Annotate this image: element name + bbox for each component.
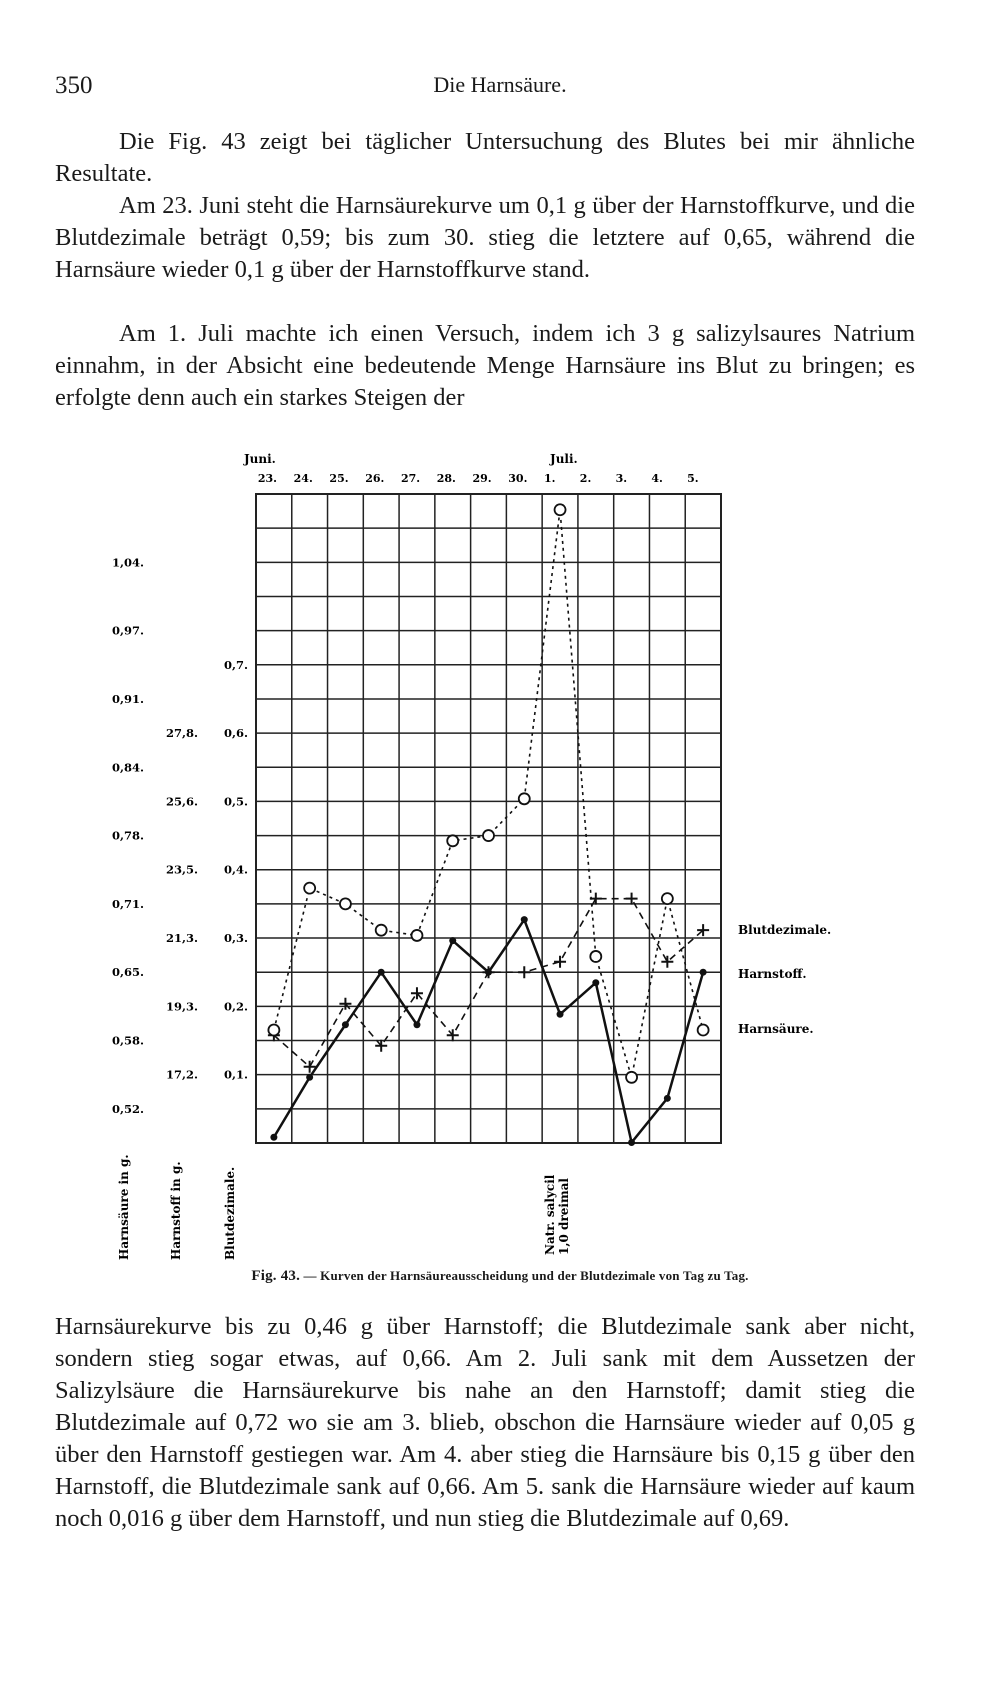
day-tick-label: 29. xyxy=(472,472,492,485)
day-tick-label: 28. xyxy=(436,472,456,485)
month-label-juli: Juli. xyxy=(550,452,578,466)
day-tick-label: 1. xyxy=(544,472,556,485)
y-tick-label: 23,5. xyxy=(165,862,199,877)
y-tick-label: 27,8. xyxy=(165,726,199,741)
series-line-2 xyxy=(274,510,703,1078)
y-axis-title: Harnsäure in g. xyxy=(117,1154,131,1260)
y-tick-label: 0,58. xyxy=(111,1033,145,1048)
harnstoff-point xyxy=(700,969,707,976)
harnstoff-point xyxy=(413,1021,420,1028)
day-tick-label: 24. xyxy=(293,472,313,485)
day-tick-label: 23. xyxy=(257,472,278,485)
paragraph-3: Am 1. Juli machte ich einen Versuch, indem ich 3 g salizylsaures Natrium einnahm, in der Absicht eine bedeutende Menge Harnsäure ins Blut zu bringen; es erfolgte denn auch ein starkes Steigen der xyxy=(55,320,915,411)
month-label-juni: Juni. xyxy=(244,452,276,466)
harnstoff-point xyxy=(342,1021,349,1028)
harnstoff-point xyxy=(449,937,456,944)
y-tick-label: 0,65. xyxy=(111,965,145,980)
harnstoff-point xyxy=(664,1095,671,1102)
y-axis-title: Harnstoff in g. xyxy=(169,1161,183,1260)
y-tick-label: 0,5. xyxy=(223,794,249,809)
y-axis-title: Blutdezimale. xyxy=(223,1166,237,1260)
harnsaeure-point xyxy=(340,898,351,909)
y-tick-label: 0,78. xyxy=(111,828,145,843)
y-tick-label: 0,97. xyxy=(111,623,145,638)
caption-text: — Kurven der Harnsäureausscheidung und der Blutdezimale von Tag zu Tag. xyxy=(303,1268,749,1283)
y-tick-label: 0,7. xyxy=(223,657,249,672)
chart-frame xyxy=(256,494,721,1143)
harnsaeure-point xyxy=(555,504,566,515)
y-tick-label: 17,2. xyxy=(165,1067,199,1082)
annotation-salicyl: Natr. salycil xyxy=(543,1174,558,1255)
y-tick-label: 0,3. xyxy=(223,931,249,946)
y-tick-label: 0,91. xyxy=(111,691,145,706)
y-tick-label: 19,3. xyxy=(165,999,199,1014)
day-tick-label: 3. xyxy=(615,472,628,485)
harnstoff-point xyxy=(521,916,528,923)
legend-label: Harnsäure. xyxy=(738,1022,814,1037)
harnsaeure-point xyxy=(411,930,422,941)
y-tick-label: 25,6. xyxy=(165,794,199,809)
y-tick-label: 0,6. xyxy=(223,726,249,741)
day-tick-label: 26. xyxy=(365,472,385,485)
day-tick-label: 5. xyxy=(687,472,699,485)
legend-label: Harnstoff. xyxy=(738,967,807,982)
y-tick-label: 0,71. xyxy=(111,896,145,911)
blutdezimale-point xyxy=(626,893,638,905)
blutdezimale-point xyxy=(554,956,566,968)
day-tick-label: 27. xyxy=(400,472,421,485)
harnsaeure-point xyxy=(662,893,673,904)
legend-label: Blutdezimale. xyxy=(738,923,832,938)
harnstoff-point xyxy=(378,969,385,976)
harnstoff-point xyxy=(485,969,492,976)
harnstoff-point xyxy=(592,979,599,986)
harnsaeure-point xyxy=(304,883,315,894)
y-tick-label: 0,2. xyxy=(223,999,249,1014)
series-line-1 xyxy=(274,899,703,1067)
y-tick-label: 0,52. xyxy=(111,1101,145,1116)
harnstoff-point xyxy=(306,1074,313,1081)
caption-label: Fig. 43. xyxy=(251,1268,301,1284)
harnstoff-point xyxy=(628,1139,635,1146)
day-tick-label: 2. xyxy=(579,472,592,485)
annotation-salicyl: 1,0 dreimal xyxy=(557,1178,572,1255)
day-tick-label: 25. xyxy=(329,472,349,485)
harnsaeure-point xyxy=(590,951,601,962)
harnsaeure-point xyxy=(376,925,387,936)
blutdezimale-point xyxy=(518,966,530,978)
harnsaeure-point xyxy=(483,830,494,841)
figure-caption xyxy=(55,1268,945,1285)
harnsaeure-point xyxy=(519,793,530,804)
page-number: 350 xyxy=(55,72,93,99)
y-tick-label: 1,04. xyxy=(111,555,145,570)
harnsaeure-point xyxy=(626,1072,637,1083)
harnsaeure-point xyxy=(447,835,458,846)
y-tick-label: 0,4. xyxy=(223,862,249,877)
paragraph-2: Am 23. Juni steht die Harnsäurekurve um 0,1 g über der Harnstoffkurve, und die Blutdezimale beträgt 0,59; bis zum 30. stieg die letztere auf 0,65, während die Harnsäure wieder 0,1 g über der Harnstoffkurve stand. xyxy=(55,192,915,283)
paragraph-1: Die Fig. 43 zeigt bei täglicher Untersuchung des Blutes bei mir ähnliche Resultate. xyxy=(55,128,915,187)
y-tick-label: 0,84. xyxy=(111,760,145,775)
y-tick-label: 0,1. xyxy=(223,1067,249,1082)
day-tick-label: 30. xyxy=(508,472,528,485)
day-tick-label: 4. xyxy=(651,472,663,485)
harnsaeure-point xyxy=(268,1025,279,1036)
paragraph-4: Harnsäurekurve bis zu 0,46 g über Harnstoff; die Blutdezimale sank aber nicht, sondern stieg sogar etwas, auf 0,66. Am 2. Juli sank mit dem Aussetzen der Salizylsäure die Harnsäurekurve bis nahe an den Harnstoff; damit stieg die Blutdezimale auf 0,72 wo sie am 3. blieb, obschon die Harnsäure wieder auf 0,05 g über den Harnstoff gestiegen war. Am 4. aber stieg die Harnsäure bis 0,15 g über den Harnstoff, die Blutdezimale sank auf 0,66. Am 5. sank die Harnsäure wieder auf kaum noch 0,016 g über dem Harnstoff, und nun stieg die Blutdezimale auf 0,69. xyxy=(55,1313,915,1532)
y-tick-label: 21,3. xyxy=(165,931,199,946)
harnsaeure-point xyxy=(698,1025,709,1036)
harnstoff-point xyxy=(557,1011,564,1018)
harnstoff-point xyxy=(270,1134,277,1141)
running-title: Die Harnsäure. xyxy=(433,72,567,97)
